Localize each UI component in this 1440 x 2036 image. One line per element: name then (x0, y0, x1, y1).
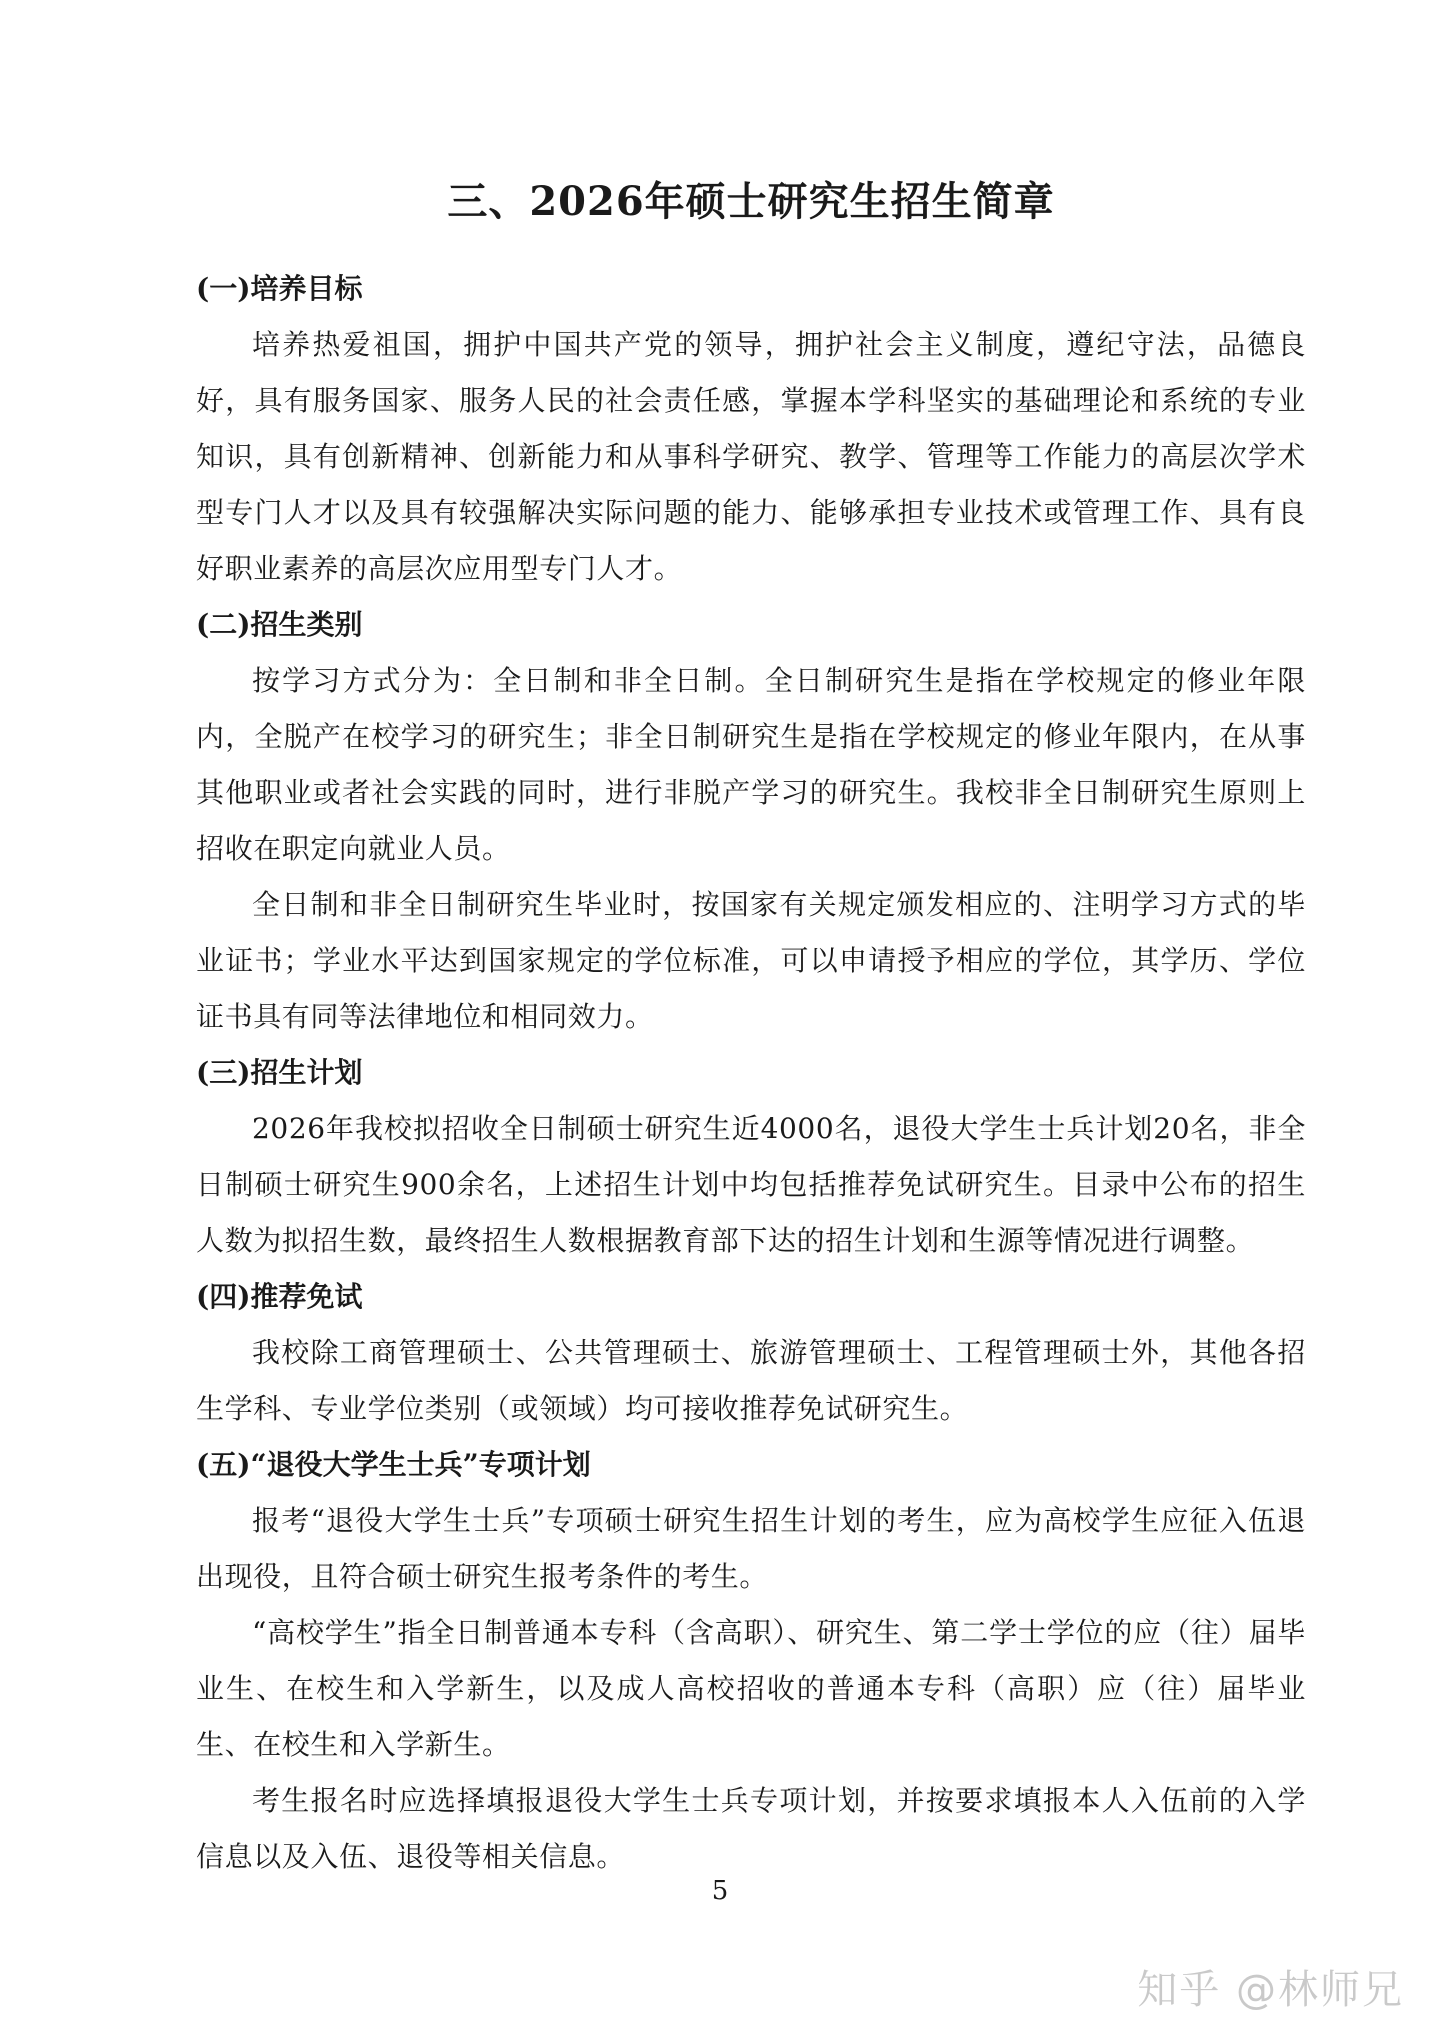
section-training-goal (196, 261, 1306, 597)
section-enrollment-category (196, 597, 1306, 1045)
section-heading: (五)“退役大学生士兵”专项计划 (196, 1448, 591, 1481)
section-heading: (二)招生类别 (196, 608, 363, 641)
paragraph: “高校学生”指全日制普通本专科（含高职）、研究生、第二学士学位的应（往）届毕业生、在校生和入学新生，以及成人高校招收的普通本专科（高职）应（往）届毕业生、在校生和入学新生。 (196, 1616, 1306, 1761)
section-recommendation-exemption (196, 1269, 1306, 1437)
section-enrollment-plan (196, 1045, 1306, 1269)
page-title: 三、2026年硕士研究生招生简章 (447, 178, 1055, 225)
section-heading: (四)推荐免试 (196, 1280, 363, 1313)
paragraph: 全日制和非全日制研究生毕业时，按国家有关规定颁发相应的、注明学习方式的毕业证书；学业水平达到国家规定的学位标准，可以申请授予相应的学位，其学历、学位证书具有同等法律地位和相同效力。 (196, 888, 1306, 1033)
paragraph: 考生报名时应选择填报退役大学生士兵专项计划，并按要求填报本人入伍前的入学信息以及入伍、退役等相关信息。 (196, 1784, 1306, 1873)
paragraph: 2026年我校拟招收全日制硕士研究生近4000名，退役大学生士兵计划20名，非全日制硕士研究生900余名，上述招生计划中均包括推荐免试研究生。目录中公布的招生人数为拟招生数，最终招生人数根据教育部下达的招生计划和生源等情况进行调整。 (196, 1112, 1306, 1257)
document-page (196, 170, 1306, 1885)
page-number: 5 (711, 1876, 729, 1906)
paragraph: 报考“退役大学生士兵”专项硕士研究生招生计划的考生，应为高校学生应征入伍退出现役，且符合硕士研究生报考条件的考生。 (196, 1504, 1306, 1593)
watermark: 知乎 @林师兄 (1137, 1967, 1404, 2013)
section-heading: (一)培养目标 (196, 272, 363, 305)
paragraph: 培养热爱祖国，拥护中国共产党的领导，拥护社会主义制度，遵纪守法，品德良好，具有服务国家、服务人民的社会责任感，掌握本学科坚实的基础理论和系统的专业知识，具有创新精神、创新能力和从事科学研究、教学、管理等工作能力的高层次学术型专门人才以及具有较强解决实际问题的能力、能够承担专业技术或管理工作、具有良好职业素养的高层次应用型专门人才。 (196, 328, 1306, 585)
section-veteran-plan (196, 1437, 1306, 1885)
section-heading: (三)招生计划 (196, 1056, 363, 1089)
paragraph: 我校除工商管理硕士、公共管理硕士、旅游管理硕士、工程管理硕士外，其他各招生学科、专业学位类别（或领域）均可接收推荐免试研究生。 (196, 1336, 1306, 1425)
paragraph: 按学习方式分为：全日制和非全日制。全日制研究生是指在学校规定的修业年限内，全脱产在校学习的研究生；非全日制研究生是指在学校规定的修业年限内，在从事其他职业或者社会实践的同时，进行非脱产学习的研究生。我校非全日制研究生原则上招收在职定向就业人员。 (196, 664, 1306, 865)
